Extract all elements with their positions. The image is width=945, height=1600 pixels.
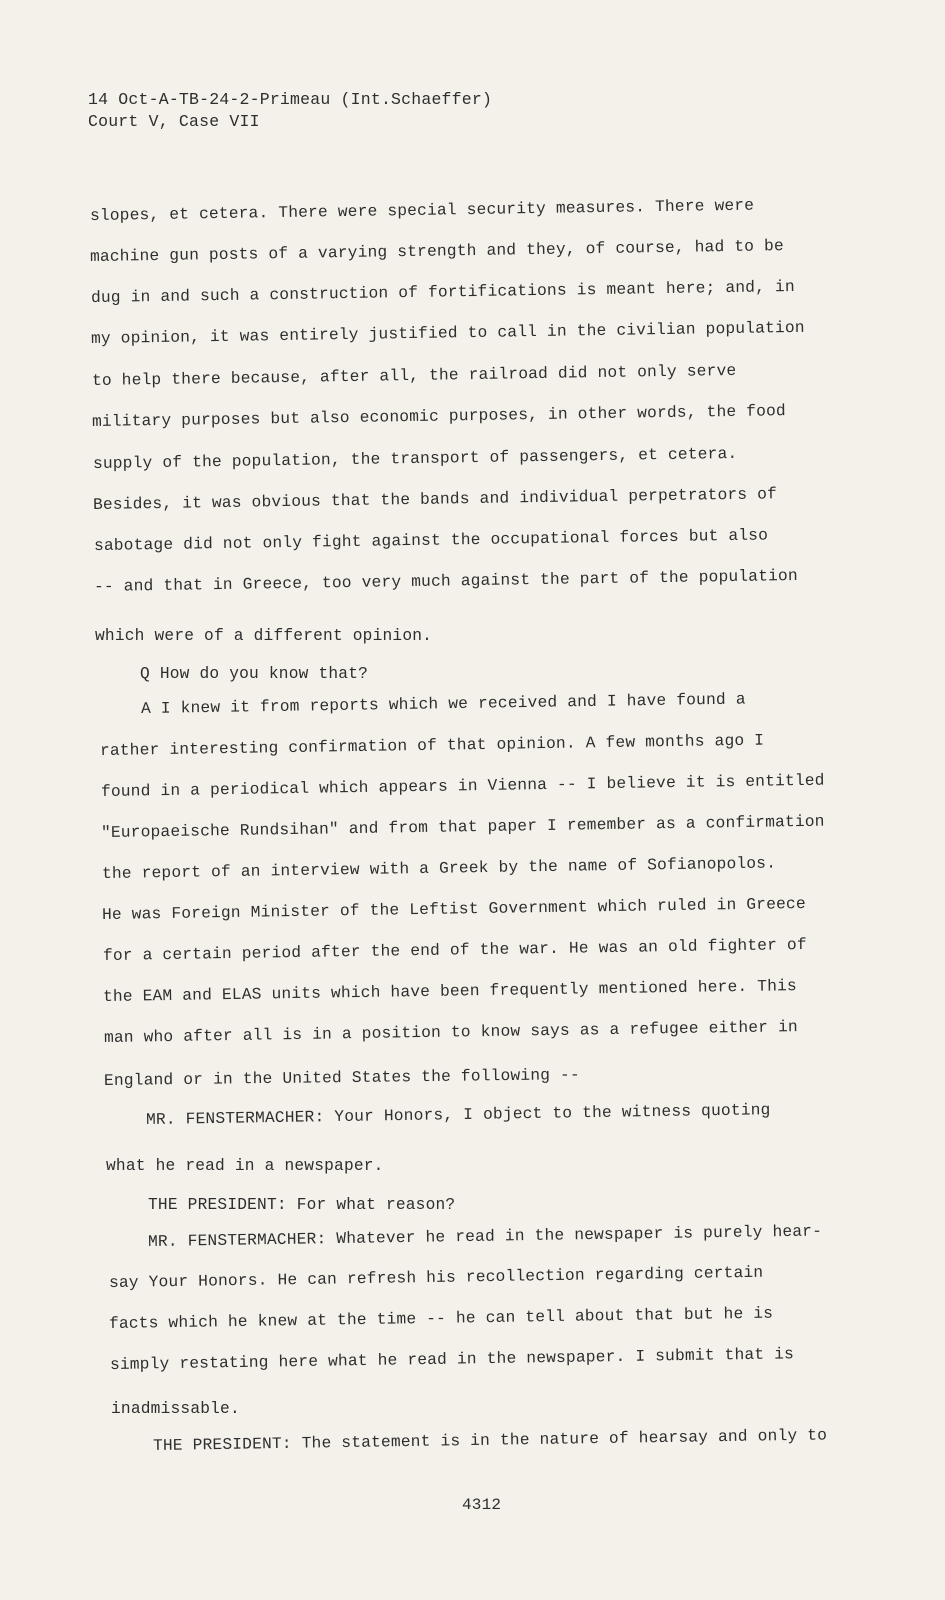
transcript-line: He was Foreign Minister of the Leftist Government which ruled in Greece xyxy=(101,894,806,924)
speaker-line: THE PRESIDENT: The statement is in the nature of hearsay and only to xyxy=(152,1426,828,1455)
transcript-line: the report of an interview with a Greek by the name of Sofianopolos. xyxy=(101,854,777,883)
answer-line: A I knew it from reports which we received and I have found a xyxy=(140,690,746,718)
transcript-line: -- and that in Greece, too very much against the part of the population xyxy=(93,566,798,596)
transcript-line: say Your Honors. He can refresh his recollection regarding certain xyxy=(108,1263,764,1292)
transcript-line: to help there because, after all, the railroad did not only serve xyxy=(91,361,737,390)
transcript-line: simply restating here what he read in the newspaper. I submit that is xyxy=(109,1345,795,1374)
page-number: 4312 xyxy=(462,1496,502,1514)
transcript-line: facts which he knew at the time -- he can tell about that but he is xyxy=(108,1304,774,1333)
transcript-line: dug in and such a construction of fortifications is meant here; and, in xyxy=(90,277,795,307)
transcript-line: military purposes but also economic purposes, in other words, the food xyxy=(91,402,787,431)
transcript-line: England or in the United States the following -- xyxy=(103,1066,580,1090)
speaker-line: MR. FENSTERMACHER: Your Honors, I object to the witness quoting xyxy=(145,1101,771,1129)
transcript-line: rather interesting confirmation of that opinion. A few months ago I xyxy=(99,731,765,760)
transcript-line: "Europaeische Rundsihan" and from that paper I remember as a confirmation xyxy=(100,812,825,842)
transcript-line: my opinion, it was entirely justified to call in the civilian population xyxy=(90,318,805,348)
transcript-line: inadmissable. xyxy=(111,1400,240,1418)
transcript-line: machine gun posts of a varying strength and they, of course, had to be xyxy=(89,237,785,266)
transcript-line: found in a periodical which appears in Vienna -- I believe it is entitled xyxy=(100,771,825,801)
transcript-line: supply of the population, the transport of passengers, et cetera. xyxy=(92,444,738,473)
transcript-line: Besides, it was obvious that the bands and individual perpetrators of xyxy=(92,485,778,514)
transcript-line: the EAM and ELAS units which have been frequently mentioned here. This xyxy=(102,977,798,1006)
transcript-line: what he read in a newspaper. xyxy=(106,1157,384,1175)
question-line: Q How do you know that? xyxy=(140,665,369,683)
transcript-line: which were of a different opinion. xyxy=(95,627,433,645)
transcript-line: man who after all is in a position to know says as a refugee either in xyxy=(103,1018,799,1047)
speaker-line: THE PRESIDENT: For what reason? xyxy=(148,1196,456,1214)
court-case-label: Court V, Case VII xyxy=(88,112,260,131)
transcript-line: slopes, et cetera. There were special security measures. There were xyxy=(89,196,755,225)
speaker-line: MR. FENSTERMACHER: Whatever he read in the newspaper is purely hear- xyxy=(147,1222,823,1251)
transcript-line: sabotage did not only fight against the occupational forces but also xyxy=(93,526,769,555)
transcript-line: for a certain period after the end of the war. He was an old fighter of xyxy=(102,935,807,965)
document-reference: 14 Oct-A-TB-24-2-Primeau (Int.Schaeffer) xyxy=(88,90,493,109)
